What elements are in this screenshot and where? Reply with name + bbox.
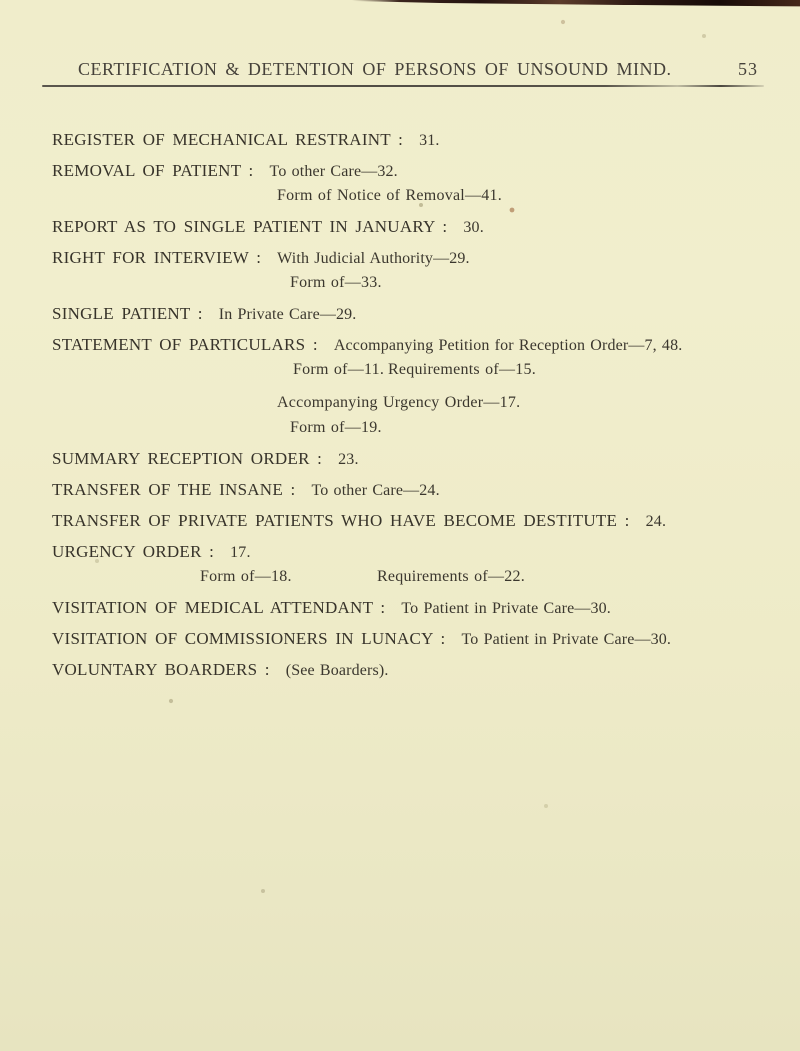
index-entry-line xyxy=(52,304,792,324)
entry-reference: 30. xyxy=(463,219,484,236)
entry-reference: 23. xyxy=(338,451,359,468)
entry-reference: 17. xyxy=(230,544,251,561)
entry-subline xyxy=(52,393,792,413)
index-entry-line xyxy=(52,660,792,680)
entry-reference: To Patient in Private Care—30. xyxy=(461,631,672,648)
entry-subline xyxy=(52,186,792,206)
entry-subline xyxy=(52,360,792,380)
running-title: CERTIFICATION & DETENTION OF PERSONS OF UNSOUND MIND. xyxy=(78,59,672,79)
entry-term: VOLUNTARY BOARDERS : xyxy=(52,660,270,679)
entry-reference: Accompanying Petition for Reception Order—7, 48. xyxy=(333,337,683,354)
entry-reference: To other Care—24. xyxy=(311,482,440,499)
page-number: 53 xyxy=(738,59,758,79)
index-entry-line xyxy=(52,161,792,181)
index-entry-line xyxy=(52,511,792,531)
entry-term: TRANSFER OF PRIVATE PATIENTS WHO HAVE BECOME DESTITUTE : xyxy=(52,511,630,530)
entry-term: URGENCY ORDER : xyxy=(52,542,215,561)
entry-term: SINGLE PATIENT : xyxy=(52,304,203,323)
entry-subline xyxy=(52,567,792,587)
entry-reference: 24. xyxy=(645,513,667,530)
index-entry-line xyxy=(52,480,792,500)
index-entry-line xyxy=(52,130,792,150)
page-header xyxy=(42,58,758,80)
entry-reference: (See Boarders). xyxy=(285,662,389,679)
entry-term: SUMMARY RECEPTION ORDER : xyxy=(52,449,323,468)
entry-reference: To other Care—32. xyxy=(269,163,398,180)
index-entry-line xyxy=(52,248,792,268)
subentry-reference: Form of—11. xyxy=(293,361,385,378)
ink-speck-layer xyxy=(0,0,2,2)
index-entry-line xyxy=(52,542,792,562)
subentry-reference: Form of—18. xyxy=(200,568,292,585)
entry-term: VISITATION OF COMMISSIONERS IN LUNACY : xyxy=(52,629,446,648)
entry-term: TRANSFER OF THE INSANE : xyxy=(52,480,296,499)
entry-reference: To Patient in Private Care—30. xyxy=(401,600,611,617)
index-list xyxy=(52,130,792,680)
subentry-reference: Accompanying Urgency Order—17. xyxy=(277,394,521,411)
entry-reference: 31. xyxy=(419,132,440,149)
entry-reference: With Judicial Authority—29. xyxy=(277,250,470,267)
entry-reference: In Private Care—29. xyxy=(218,306,357,323)
index-entry-line xyxy=(52,629,792,649)
entry-term: REPORT AS TO SINGLE PATIENT IN JANUARY : xyxy=(52,217,448,236)
entry-term: STATEMENT OF PARTICULARS : xyxy=(52,335,318,354)
entry-term: REMOVAL OF PATIENT : xyxy=(52,161,254,180)
subentry-reference: Form of—33. xyxy=(290,274,382,291)
index-entry-line xyxy=(52,449,792,469)
subentry-reference: Requirements of—22. xyxy=(377,568,525,585)
subentry-reference: Requirements of—15. xyxy=(388,361,536,378)
entry-term: VISITATION OF MEDICAL ATTENDANT : xyxy=(52,598,386,617)
book-edge-strip xyxy=(0,0,800,8)
index-entry-line xyxy=(52,598,792,618)
entry-subline xyxy=(52,273,792,293)
header-rule xyxy=(42,85,764,87)
entry-term: REGISTER OF MECHANICAL RESTRAINT : xyxy=(52,130,404,149)
entry-term: RIGHT FOR INTERVIEW : xyxy=(52,248,262,267)
subentry-reference: Form of—19. xyxy=(290,419,382,436)
index-entry-line xyxy=(52,217,792,237)
subentry-reference: Form of Notice of Removal—41. xyxy=(277,187,502,204)
entry-subline xyxy=(52,418,792,438)
index-entry-line xyxy=(52,335,792,355)
